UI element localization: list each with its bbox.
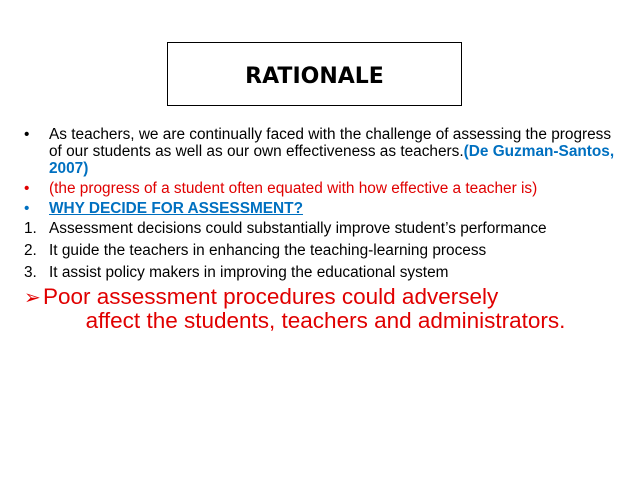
numbered-item <box>24 264 624 281</box>
numbered-text: Assessment decisions could substantially improve student’s performance <box>49 220 547 237</box>
bullet-item <box>24 200 624 217</box>
numbered-item <box>24 220 624 237</box>
bullet-marker: • <box>24 200 30 217</box>
numbered-item <box>24 242 624 259</box>
title-box <box>167 42 462 106</box>
bullet-heading: WHY DECIDE FOR ASSESSMENT? <box>49 200 303 217</box>
bullet-text: (the progress of a student often equated with how effective a teacher is) <box>49 180 538 197</box>
number-marker: 2. <box>24 242 37 259</box>
bullet-text: As teachers, we are continually faced with the challenge of assessing the progress of our students as well as our own effectiveness as teachers. <box>49 126 612 160</box>
conclusion-line-2: affect the students, teachers and administrators. <box>85 308 566 333</box>
bullet-item <box>24 126 624 177</box>
conclusion-line-1: Poor assessment procedures could adversely <box>43 284 499 309</box>
slide-title: RATIONALE <box>245 63 384 89</box>
conclusion-statement <box>24 285 624 333</box>
number-marker: 3. <box>24 264 37 281</box>
bullet-marker: • <box>24 180 30 197</box>
slide-body <box>24 126 624 333</box>
number-marker: 1. <box>24 220 37 237</box>
citation: (De Guzman-Santos, 2007) <box>49 143 615 177</box>
numbered-text: It assist policy makers in improving the educational system <box>49 264 449 281</box>
bullet-marker: • <box>24 126 30 143</box>
numbered-text: It guide the teachers in enhancing the teaching-learning process <box>49 242 487 259</box>
bullet-item <box>24 180 624 197</box>
arrow-bullet-icon: ➢ <box>24 287 41 309</box>
